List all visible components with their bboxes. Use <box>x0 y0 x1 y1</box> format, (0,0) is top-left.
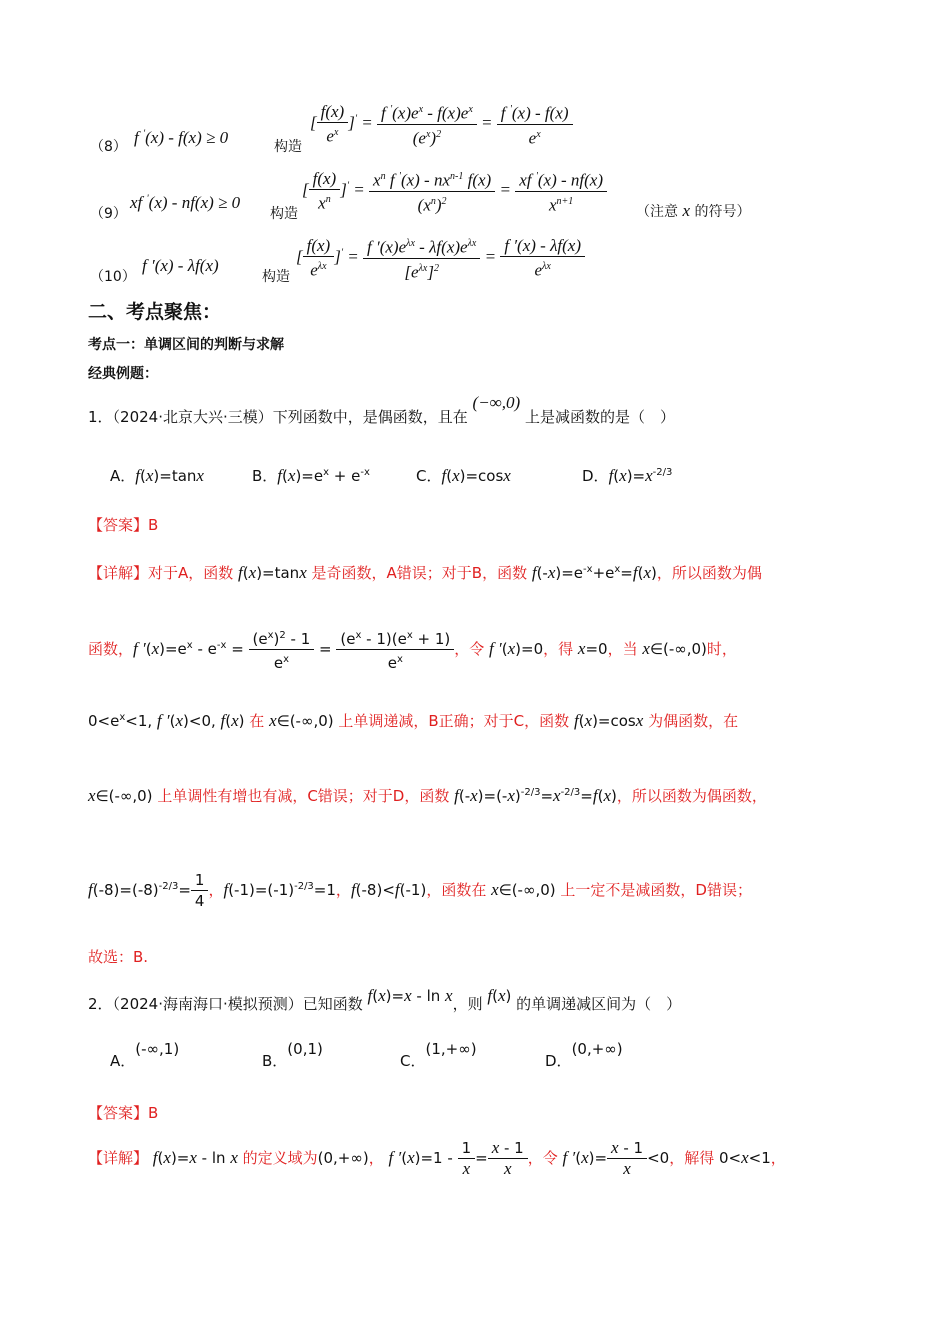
question-2-option-d: D．(0,+∞) <box>545 1040 623 1070</box>
question-2-detail-line-1: 【详解】 f(x)=x - ln x 的定义域为(0,+∞)， f ′(x)=1 - $\frac{1}{x}$ = $\frac{x - 1}{x}$ ，令 f ′(x)= $\frac{x - 1}{x}$ <0，解得 0<x<1， <box>88 1138 786 1178</box>
question-1-detail-line-1: 【详解】对于A，函数 f(x)=tanx 是奇函数，A错误；对于B，函数 $f(-x)=e^{-x}+e^x=f(x)$，所以函数为偶 <box>88 563 762 582</box>
section-title: 二、考点聚焦： <box>88 301 222 323</box>
formula-10-condition: f ′(x) - λf(x) <box>142 256 219 275</box>
formula-10-number: （10） <box>90 269 136 285</box>
formula-10-expression: [ $\frac{f(x)}{e^{\lambda x}}$ ]′ = $\frac{f '(x)e^{\lambda x} - \lambda f(x)e^{\lambda x}}{[e^{\lambda x}]^2}$ = $\frac{f '(x) - \lambda f(x)}{e^{\lambda x}}$ <box>296 234 585 282</box>
formula-8-condition: f '(x) - f(x) ≥ 0 <box>134 128 229 147</box>
examples-label: 经典例题： <box>88 366 158 382</box>
question-2-option-c: C．(1,+∞) <box>400 1040 477 1070</box>
topic-1-title: 考点一：单调区间的判断与求解 <box>88 337 284 353</box>
question-2-answer: 【答案】B <box>88 1104 159 1122</box>
question-1-detail-line-2: 函数，f $'(x)=e^x - e^{-x}$ = $\frac{(e^x)^2 - 1}{e^x}$ = $\frac{(e^x - 1)(e^x + 1)}{e^x}$ ，令 f ′(x)=0，得 x=0，当 x∈(-∞,0)时， <box>88 626 737 673</box>
question-1-answer: 【答案】B <box>88 516 159 534</box>
formula-8-expression: [ $\frac{f(x)}{e^x}$ ]′ = $\frac{f '(x)e^x - f(x)e^x}{(e^x)^2}$ = $\frac{f '(x) - f(x)}{e^x}$ <box>310 100 573 148</box>
question-1-detail-line-3: $0<e^x<1$, f ′(x)<0, f(x) 在 x∈(-∞,0) 上单调递减，B正确；对于C，函数 f(x)=cosx 为偶函数，在 <box>88 711 739 730</box>
question-2-option-a: A．(-∞,1) <box>110 1040 180 1070</box>
formula-9-number: （9） <box>90 206 127 222</box>
question-1-stem: 1．（2024·北京大兴·三模）下列函数中，是偶函数，且在 (−∞,0) 上是减函数的是（ ） <box>88 393 676 426</box>
formula-8 <box>90 100 730 160</box>
question-1-detail-line-4: x∈(-∞,0) 上单调性有增也有减，C错误；对于D，函数 $f(-x)=(-x)^{-2/3}=x^{-2/3}=f(x)$，所以函数为偶函数， <box>88 786 767 805</box>
formula-9-note: （注意 x 的符号） <box>636 201 751 220</box>
question-1-detail-line-5: $f(-8)=(-8)^{-2/3}=$ $\frac{1}{4}$ ，$f(-1)=(-1)^{-2/3}=1$，f(-8)<f(-1)，函数在 x∈(-∞,0) 上一定不是减函数，D错误； <box>88 871 752 910</box>
formula-9 <box>90 167 790 227</box>
question-1-option-a: A．f(x)=tanx <box>110 466 204 485</box>
formula-8-construct: 构造 <box>274 139 302 155</box>
question-2-stem: 2．（2024·海南海口·模拟预测）已知函数 f(x)=x - ln x，则 f(x) 的单调递减区间为（ ） <box>88 986 682 1013</box>
formula-9-construct: 构造 <box>270 206 298 222</box>
question-1-option-b: B．$f(x)=e^x + e^{-x}$ <box>252 466 370 485</box>
formula-8-number: （8） <box>90 139 127 155</box>
formula-9-condition: xf '(x) - nf(x) ≥ 0 <box>130 193 241 212</box>
question-1-option-c: C．f(x)=cosx <box>416 466 511 485</box>
question-1-conclusion: 故选：B. <box>88 948 149 966</box>
formula-10-construct: 构造 <box>262 269 290 285</box>
formula-10 <box>90 234 730 294</box>
question-2-option-b: B．(0,1) <box>262 1040 323 1070</box>
formula-9-expression: [ $\frac{f(x)}{x^n}$ ]′ = $\frac{x^n f '(x) - nx^{n-1} f(x)}{(x^n)^2}$ = $\frac{xf '(x) - nf(x)}{x^{n+1}}$ <box>302 167 607 215</box>
question-1-option-d: D．$f(x)=x^{-2/3}$ <box>582 466 673 485</box>
